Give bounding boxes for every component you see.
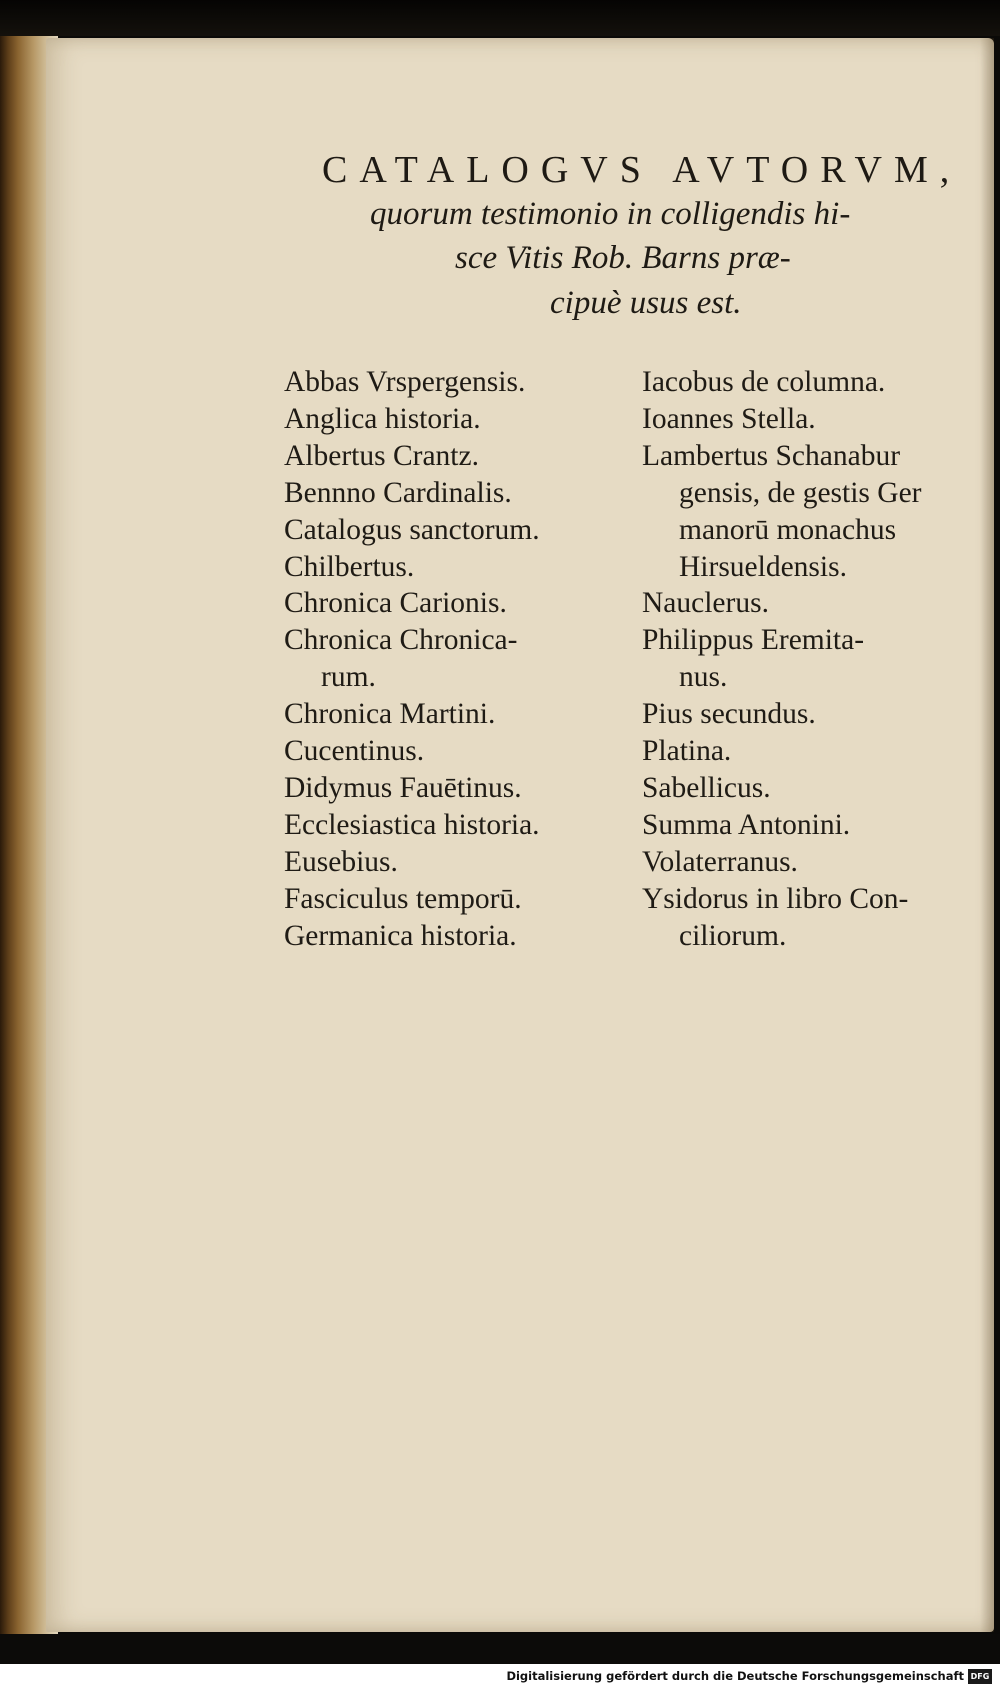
list-item: Eusebius. <box>284 845 398 878</box>
book-bottom-edge <box>0 1634 1000 1664</box>
page-edge-shadow <box>980 38 994 1632</box>
list-item-continuation: rum. <box>321 661 376 694</box>
page-title: CATALOGVS AVTORVM, <box>322 149 962 191</box>
list-item-continuation: Hirsueldensis. <box>679 550 847 583</box>
list-item: Didymus Fauētinus. <box>284 771 522 804</box>
list-item-continuation: nus. <box>679 661 728 694</box>
list-item: Ysidorus in libro Con- <box>642 882 909 915</box>
dfg-logo: DFG <box>968 1669 992 1684</box>
list-item: Nauclerus. <box>642 587 769 620</box>
list-item-continuation: ciliorum. <box>679 919 787 952</box>
list-item-continuation: manorū monachus <box>679 513 897 546</box>
subtitle-line-3: cipuè usus est. <box>550 285 742 321</box>
list-item: Chilbertus. <box>284 550 415 583</box>
subtitle-line-2: sce Vitis Rob. Barns præ- <box>455 240 791 276</box>
list-item: Volaterranus. <box>642 845 798 878</box>
book-top-edge <box>0 0 1000 36</box>
list-item: Pius secundus. <box>642 698 816 731</box>
digitization-footer <box>0 1664 1000 1690</box>
list-item: Abbas Vrspergensis. <box>284 366 526 398</box>
list-item: Chronica Martini. <box>284 698 496 731</box>
list-item: Fasciculus temporū. <box>284 882 522 915</box>
list-item: Ecclesiastica historia. <box>284 808 540 841</box>
funding-credit: Digitalisierung gefördert durch die Deutsche Forschungsgemeinschaft <box>506 1669 964 1683</box>
list-item: Chronica Carionis. <box>284 587 507 620</box>
list-item: Bennno Cardinalis. <box>284 476 512 509</box>
list-item: Albertus Crantz. <box>284 439 479 472</box>
list-item: Lambertus Schanabur <box>642 439 901 472</box>
list-item: Germanica historia. <box>284 919 517 952</box>
author-list-left <box>284 364 614 955</box>
list-item: Ioannes Stella. <box>642 402 816 435</box>
list-item: Catalogus sanctorum. <box>284 513 540 546</box>
list-item: Summa Antonini. <box>642 808 851 841</box>
author-list-right <box>642 364 982 955</box>
subtitle-line-1: quorum testimonio in colligendis hi- <box>370 196 851 232</box>
list-item: Anglica historia. <box>284 402 481 435</box>
list-item: Chronica Chronica- <box>284 624 518 657</box>
list-item: Cucentinus. <box>284 735 425 768</box>
list-item: Sabellicus. <box>642 771 771 804</box>
list-item: Iacobus de columna. <box>642 366 886 398</box>
list-item: Philippus Eremita- <box>642 624 865 657</box>
list-item: Platina. <box>642 735 732 768</box>
list-item-continuation: gensis, de gestis Ger <box>679 476 922 509</box>
